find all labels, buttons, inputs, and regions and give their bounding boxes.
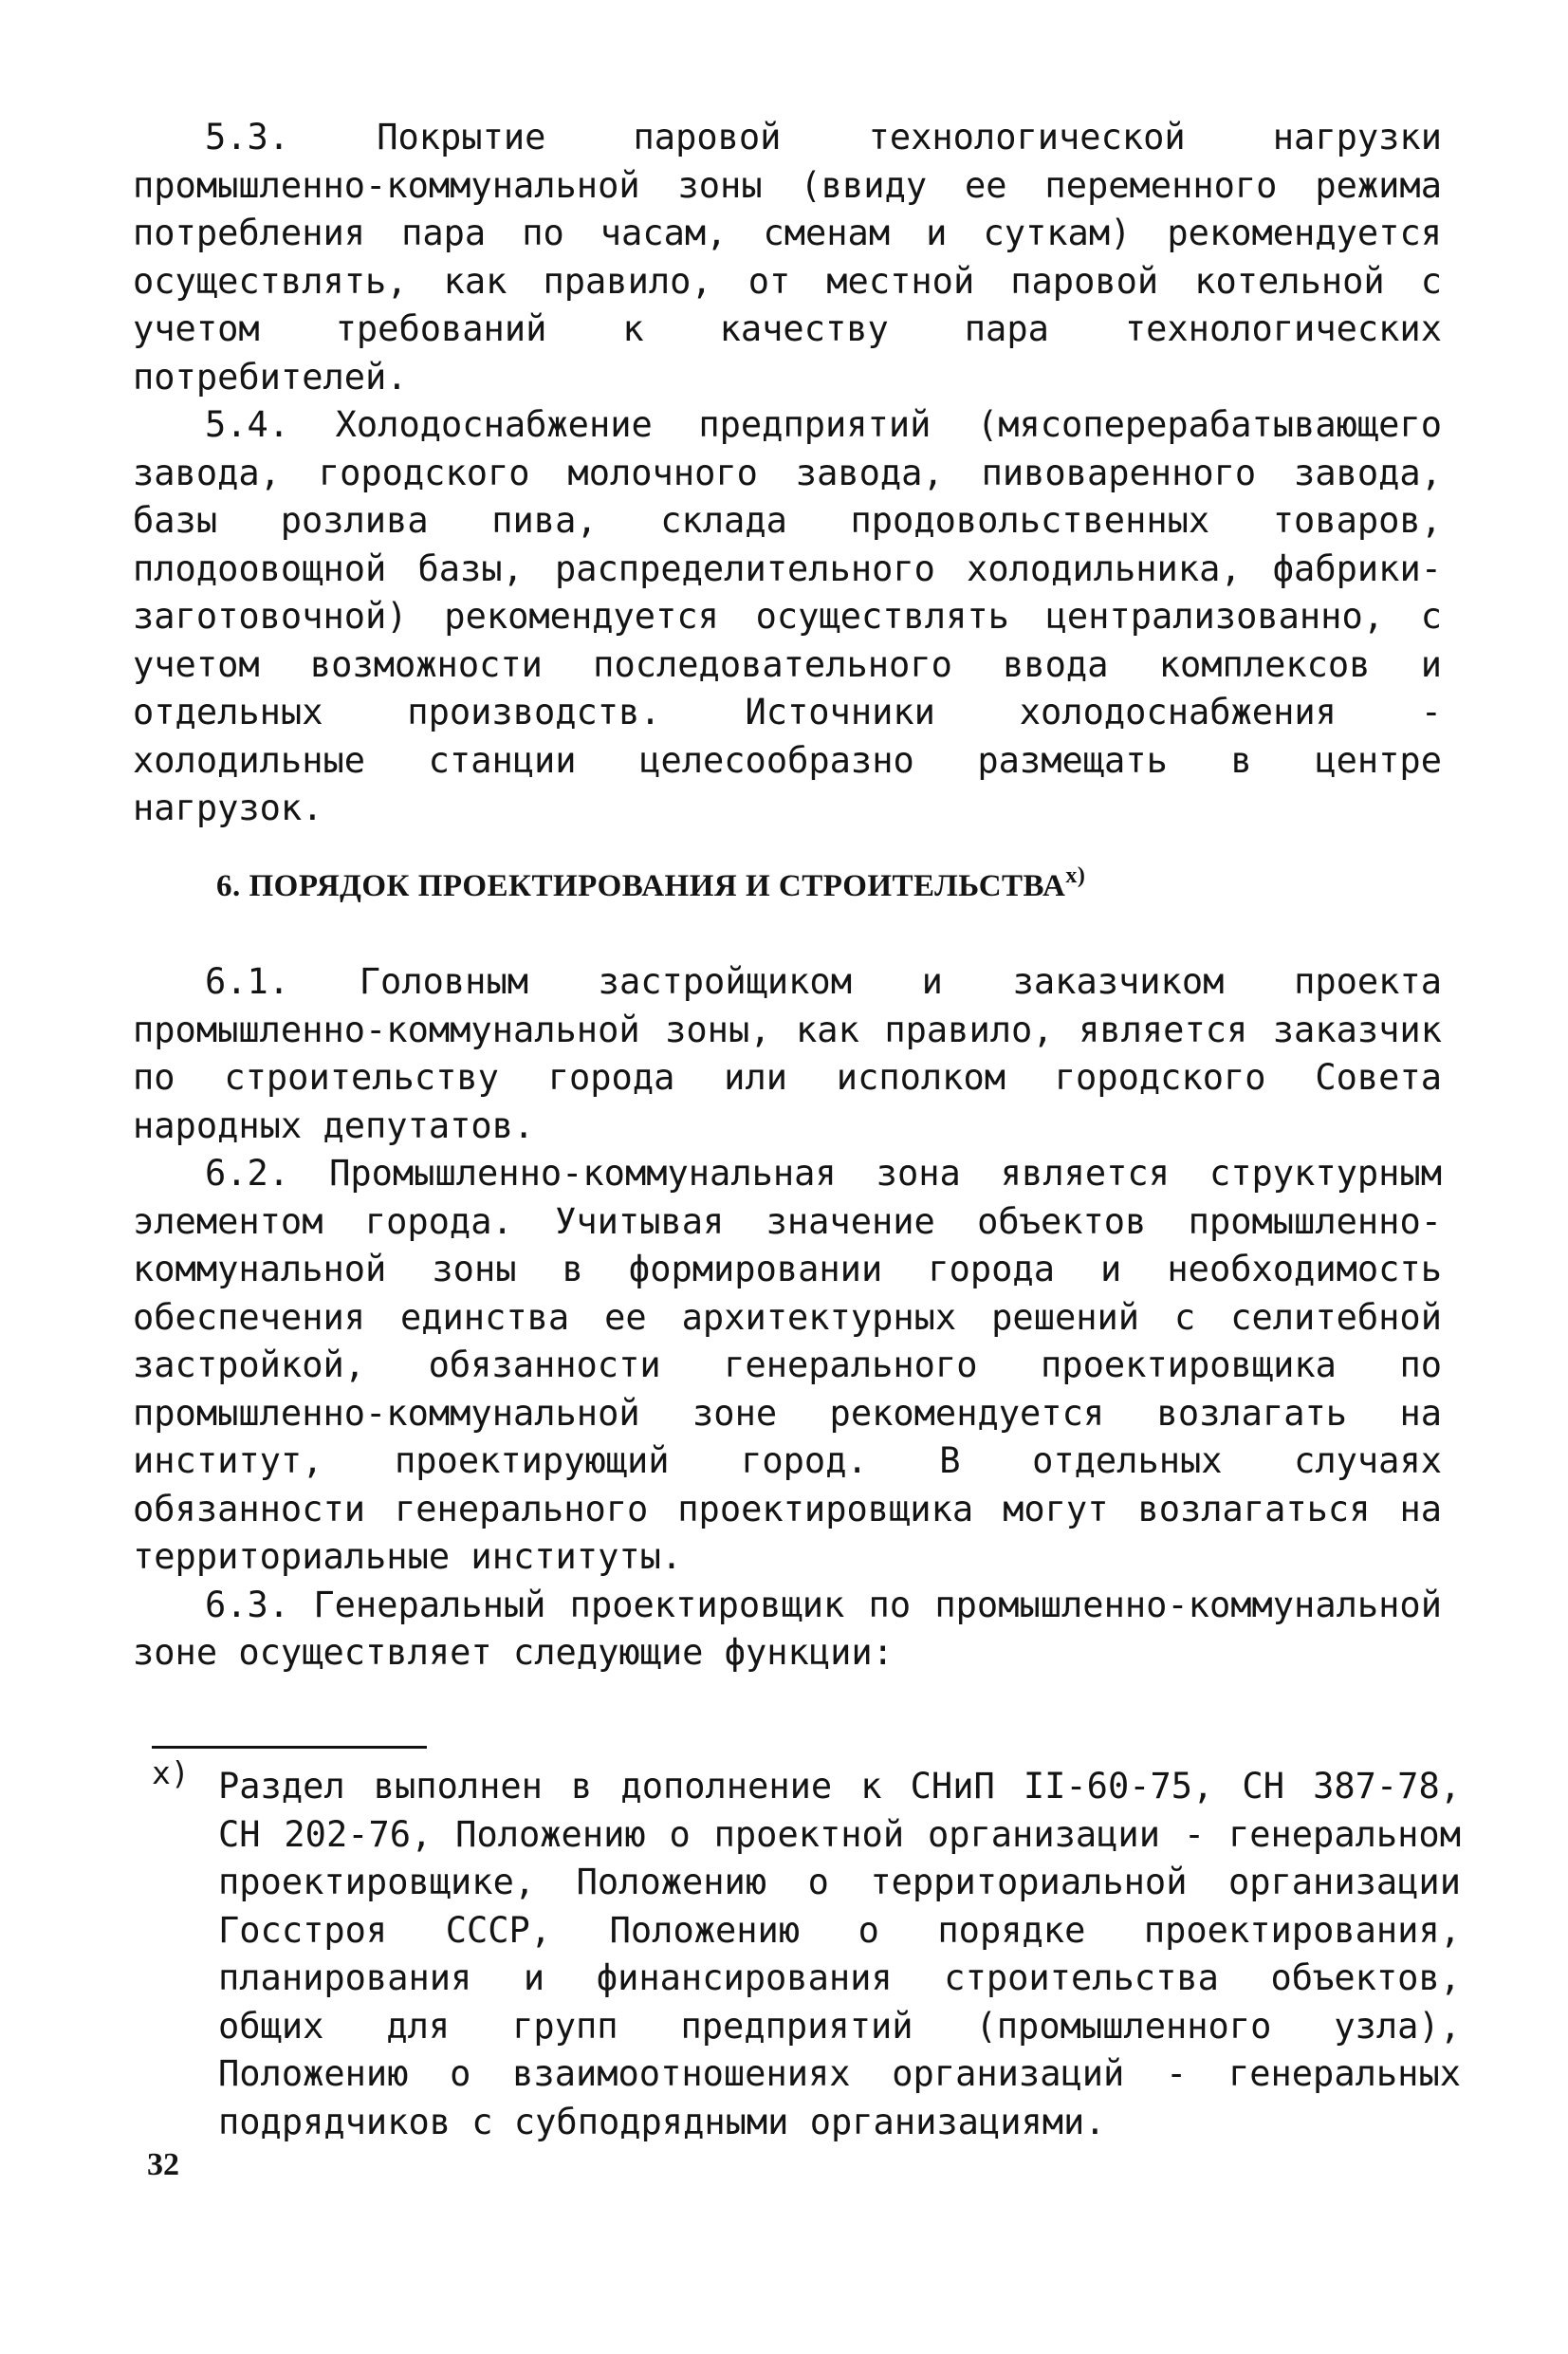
page-number: 32 xyxy=(147,2147,179,2182)
footnote-divider xyxy=(152,1746,427,1749)
footnote xyxy=(152,1754,1461,2146)
section-6-title: 6. ПОРЯДОК ПРОЕКТИРОВАНИЯ И СТРОИТЕЛЬСТВА xyxy=(216,869,1066,903)
heading-footnote-mark: х) xyxy=(1065,863,1086,888)
paragraph-6-1: 6.1. Головным застройщиком и заказчиком проекта промышленно-коммунальной зоны, как правило, является заказчик по строительству города или исполком городского Совета народных депутатов. xyxy=(133,961,1442,1146)
paragraph-5-4: 5.4. Холодоснабжение предприятий (мясоперерабатывающего завода, городского молочного завода, пивоваренного завода, базы розлива пива, склада продовольственных товаров, плодоовощной базы, распределительного холодильника, фабрики-заготовочной) рекомендуется осуществлять централизованно, с учетом возможности последовательного ввода комплексов и отдельных производств. Источники холодоснабжения - холодильные станции целесообразно размещать в центре нагрузок. xyxy=(133,404,1442,828)
section-6-heading xyxy=(216,863,1085,904)
paragraph-6-2: 6.2. Промышленно-коммунальная зона является структурным элементом города. Учитывая значение объектов промышленно-коммунальной зоны в формировании города и необходимость обеспечения единства ее архитектурных решений с селитебной застройкой, обязанности генерального проектировщика по промышленно-коммунальной зоне рекомендуется возлагать на институт, проектирующий город. В отдельных случаях обязанности генерального проектировщика могут возлагаться на территориальные институты. xyxy=(133,1153,1442,1577)
footnote-text: Раздел выполнен в дополнение к СНиП II-60-75, СН 387-78, СН 202-76, Положению о проектной организации - генеральном проектировщике, Положению о территориальной организации Госстроя СССР, Положению о порядке проектирования, планирования и финансирования строительства объектов, общих для групп предприятий (промышленного узла), Положению о взаимоотношениях организаций - генеральных подрядчиков с субподрядными организациями. xyxy=(218,1766,1461,2142)
paragraph-5-3: 5.3. Покрытие паровой технологической нагрузки промышленно-коммунальной зоны (ввиду ее переменного режима потребления пара по часам, сменам и суткам) рекомендуется осуществлять, как правило, от местной паровой котельной с учетом требований к качеству пара технологических потребителей. xyxy=(133,117,1442,398)
footnote-marker: х) xyxy=(152,1754,190,1791)
paragraph-6-3: 6.3. Генеральный проектировщик по промышленно-коммунальной зоне осуществляет следующие функции: xyxy=(133,1584,1442,1673)
section-5-continuation xyxy=(133,114,1442,833)
section-6-body xyxy=(133,958,1442,1677)
